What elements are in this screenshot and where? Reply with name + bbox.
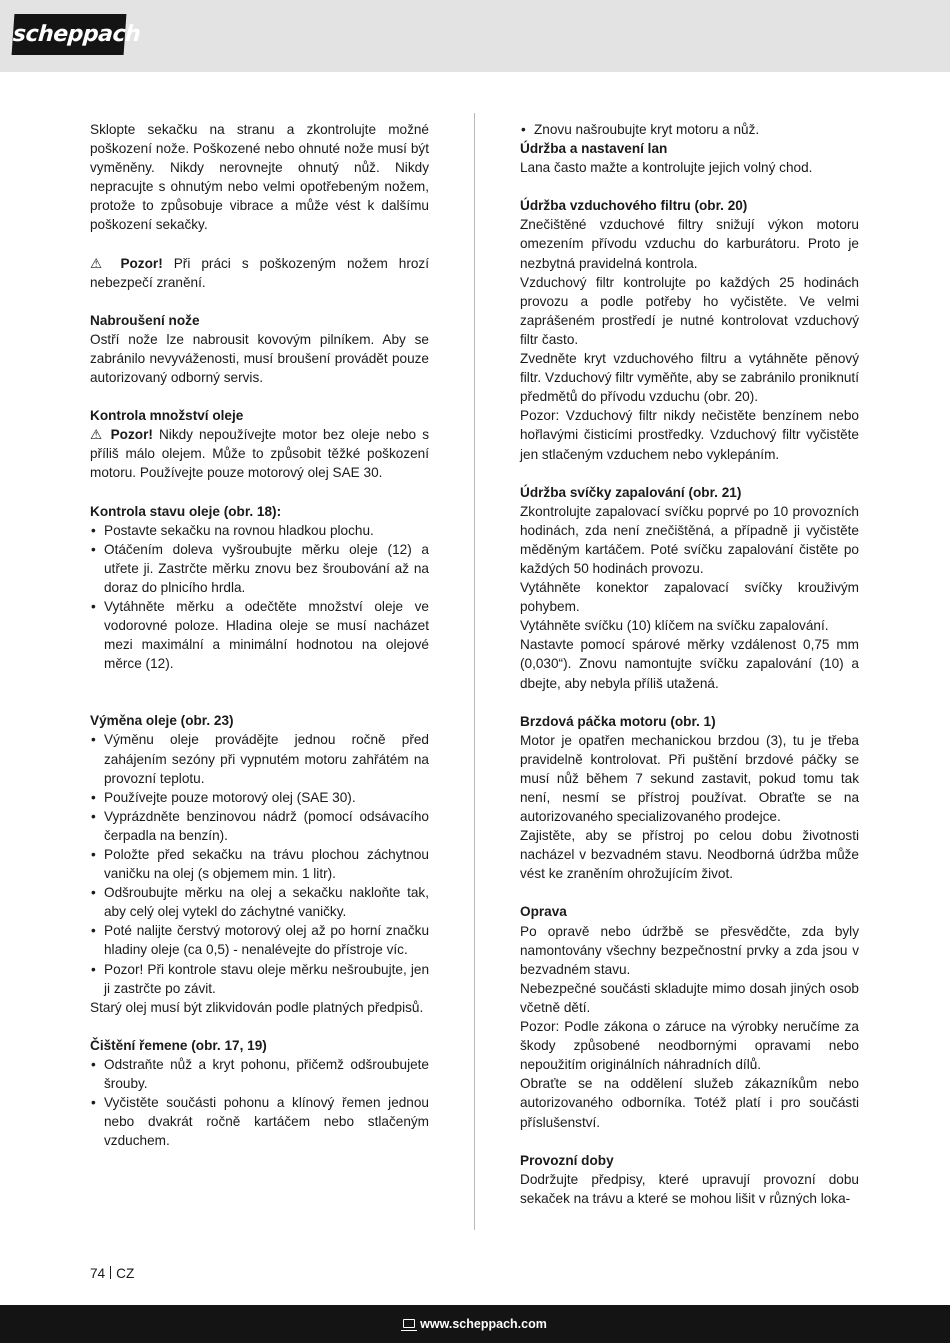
repair-paragraph: Po opravě nebo údržbě se přesvědčte, zda byly namontovány všechny bezpečnostní prvky a zda jsou v bezvadném stavu. bbox=[520, 923, 859, 977]
old-oil-paragraph: Starý olej musí být zlikvidován podle platných předpisů. bbox=[90, 999, 424, 1015]
language-code: CZ bbox=[116, 1266, 135, 1281]
spark-plug-paragraph: Zkontrolujte zapalovací svíčku poprvé po 10 provozních hodinách, zda není znečištěná, a případně ji vyčistěte měděným kartáčem. Poté svíčku zapalování čistěte po každých 50 hodinách provozu. bbox=[520, 503, 859, 576]
section-title-brake: Brzdová páčka motoru (obr. 1) bbox=[520, 713, 716, 729]
sharpening-paragraph: Ostří nože lze nabrousit kovovým pilníkem. Aby se zabránilo nevyváženosti, musí broušení provádět pouze autorizovaný odborný servis. bbox=[90, 331, 429, 386]
brake-paragraph: Motor je opatřen mechanickou brzdou (3), tu je třeba pravidelně kontrolovat. Při puštění brzdové páčky se musí nůž během 7 sekund zastavit, pokud tomu tak není, nesmí se přístroj používat. Obraťte se na autorizovaného specializovaného prodejce. bbox=[520, 732, 859, 825]
warning-text: Při práci s poškozeným nožem hrozí nebezpečí zranění. bbox=[90, 255, 429, 290]
spark-plug-paragraph: Vytáhněte svíčku (10) klíčem na svíčku zapalování. bbox=[520, 618, 829, 634]
list-item: • Používejte pouze motorový olej (SAE 30). bbox=[90, 788, 429, 807]
section-title-oil-level: Kontrola stavu oleje (obr. 18): bbox=[90, 503, 282, 519]
list-item: • Odstraňte nůž a kryt pohonu, přičemž odšroubujete šrouby. bbox=[90, 1055, 429, 1093]
website-link[interactable]: www.scheppach.com bbox=[420, 1317, 547, 1331]
scheppach-logo: scheppach bbox=[12, 14, 127, 55]
list-item: • Výměnu oleje provádějte jednou ročně před zahájením sezóny při vypnutém motoru zahřátém na provozní teplotu. bbox=[90, 730, 429, 787]
section-title-operating-hours: Provozní doby bbox=[520, 1152, 614, 1168]
spark-plug-paragraph: Nastavte pomocí spárové měrky vzdálenost 0,75 mm (0,030“). Znovu namontujte svíčku zapalování (10) a dbejte, aby nebyla příliš utažená. bbox=[520, 637, 859, 691]
air-filter-paragraph: Vzduchový filtr kontrolujte po každých 25 hodinách provozu a podle potřeby ho vyčistěte. Ve velmi zaprášeném prostředí je nutné kontrolovat vzduchový filtr často. bbox=[520, 274, 859, 347]
list-item: • Znovu našroubujte kryt motoru a nůž. bbox=[520, 120, 859, 139]
section-title-sharpening: Nabroušení nože bbox=[90, 312, 200, 328]
cables-paragraph: Lana často mažte a kontrolujte jejich volný chod. bbox=[520, 160, 813, 176]
spark-plug-paragraph: Vytáhněte konektor zapalovací svíčky krouživým pohybem. bbox=[520, 580, 859, 615]
air-filter-paragraph: Pozor: Vzduchový filtr nikdy nečistěte benzínem nebo hořlavými čisticími prostředky. Vzduchový filtr vyčistěte jen stlačeným vzduchem nebo vyklepáním. bbox=[520, 408, 859, 462]
brake-paragraph: Zajistěte, aby se přístroj po celou dobu životnosti nacházel v bezvadném stavu. Neodborná údržba může vést ke zraněním ohrožujícím život. bbox=[520, 828, 859, 882]
section-title-belt: Čištění řemene (obr. 17, 19) bbox=[90, 1037, 267, 1053]
section-title-repair: Oprava bbox=[520, 904, 567, 920]
list-item: • Poté nalijte čerstvý motorový olej až po horní značku hladiny oleje (ca 0,5) - nenalévejte do přístroje víc. bbox=[90, 921, 429, 959]
motor-cover-list bbox=[520, 120, 859, 139]
warning-icon: ⚠ bbox=[90, 427, 105, 443]
warning-label: Pozor! bbox=[120, 255, 163, 271]
monitor-icon bbox=[403, 1319, 415, 1328]
belt-list bbox=[90, 1055, 429, 1150]
right-column bbox=[520, 120, 859, 1208]
warning-text: Nikdy nepoužívejte motor bez oleje nebo s příliš málo olejem. Může to způsobit těžké poškození motoru. Používejte pouze motorový olej SAE 30. bbox=[90, 427, 429, 481]
list-item: • Odšroubujte měrku na olej a sekačku nakloňte tak, aby celý olej vytekl do záchytné vaničky. bbox=[90, 883, 429, 921]
page-number: 74 bbox=[90, 1266, 106, 1281]
section-title-oil-quantity: Kontrola množství oleje bbox=[90, 408, 244, 424]
warning-oil bbox=[90, 425, 429, 482]
warning-damaged-blade bbox=[90, 254, 429, 292]
repair-paragraph: Nebezpečné součásti skladujte mimo dosah jiných osob včetně dětí. bbox=[520, 980, 859, 1015]
footer-separator bbox=[110, 1266, 111, 1279]
repair-paragraph: Obraťte se na oddělení služeb zákazníkům nebo autorizovaného odborníka. Totéž platí i pro součásti příslušenství. bbox=[520, 1076, 859, 1130]
oil-change-list bbox=[90, 730, 429, 997]
list-item: • Otáčením doleva vyšroubujte měrku oleje (12) a utřete ji. Zastrčte měrku znovu bez šroubování až na doraz do plnicího hrdla. bbox=[90, 540, 429, 597]
page-footer bbox=[0, 1305, 950, 1343]
page-number-footer bbox=[90, 1265, 134, 1283]
section-title-air-filter: Údržba vzduchového filtru (obr. 20) bbox=[520, 198, 748, 214]
page-header bbox=[0, 0, 950, 72]
list-item: • Položte před sekačku na trávu plochou záchytnou vaničku na olej (s objemem min. 1 litr). bbox=[90, 845, 429, 883]
website-footer bbox=[0, 1315, 950, 1333]
warning-label: Pozor! bbox=[110, 427, 153, 443]
section-title-spark-plug: Údržba svíčky zapalování (obr. 21) bbox=[520, 484, 742, 500]
list-item: • Vyčistěte součásti pohonu a klínový řemen jednou nebo dvakrát ročně kartáčem nebo stlačeným vzduchem. bbox=[90, 1093, 429, 1150]
column-divider bbox=[474, 113, 475, 1230]
list-item: • Vyprázdněte benzinovou nádrž (pomocí odsávacího čerpadla na benzín). bbox=[90, 807, 429, 845]
air-filter-paragraph: Zvedněte kryt vzduchového filtru a vytáhněte pěnový filtr. Vzduchový filtr vyměňte, aby se zabránilo proniknutí předmětů do přívodu vzduchu (obr. 20). bbox=[520, 351, 859, 405]
left-column bbox=[90, 120, 429, 1150]
air-filter-paragraph: Znečištěné vzduchové filtry snižují výkon motoru omezením přívodu vzduchu do karburátoru. Proto je nezbytná pravidelná kontrola. bbox=[520, 217, 859, 271]
repair-paragraph: Pozor: Podle zákona o záruce na výrobky neručíme za škody způsobené neodbornými opravami nebo nepoužitím originálních náhradních dílů. bbox=[520, 1019, 859, 1073]
list-item: • Postavte sekačku na rovnou hladkou plochu. bbox=[90, 521, 429, 540]
section-title-cables: Údržba a nastavení lan bbox=[520, 141, 668, 157]
list-item: • Pozor! Při kontrole stavu oleje měrku nešroubujte, jen ji zastrčte po závit. bbox=[90, 960, 429, 998]
warning-icon: ⚠ bbox=[90, 255, 110, 271]
list-item: • Vytáhněte měrku a odečtěte množství oleje ve vodorovné poloze. Hladina oleje se musí nacházet mezi maximální a minimální hodnotou na olejové měrce (12). bbox=[90, 597, 429, 673]
oil-level-list bbox=[90, 521, 429, 674]
section-title-oil-change: Výměna oleje (obr. 23) bbox=[90, 713, 234, 729]
blade-check-paragraph: Sklopte sekačku na stranu a zkontrolujte možné poškození nože. Poškozené nebo ohnuté nože musí být vyměněny. Nikdy nerovnejte ohnutý nůž. Nikdy nepracujte s ohnutým nebo velmi opotřebeným nožem, protože to způsobuje vibrace a může vést k dalšímu poškození sekačky. bbox=[90, 122, 429, 233]
operating-hours-paragraph: Dodržujte předpisy, které upravují provozní dobu sekaček na trávu a které se mohou lišit v různých loka- bbox=[520, 1171, 859, 1206]
